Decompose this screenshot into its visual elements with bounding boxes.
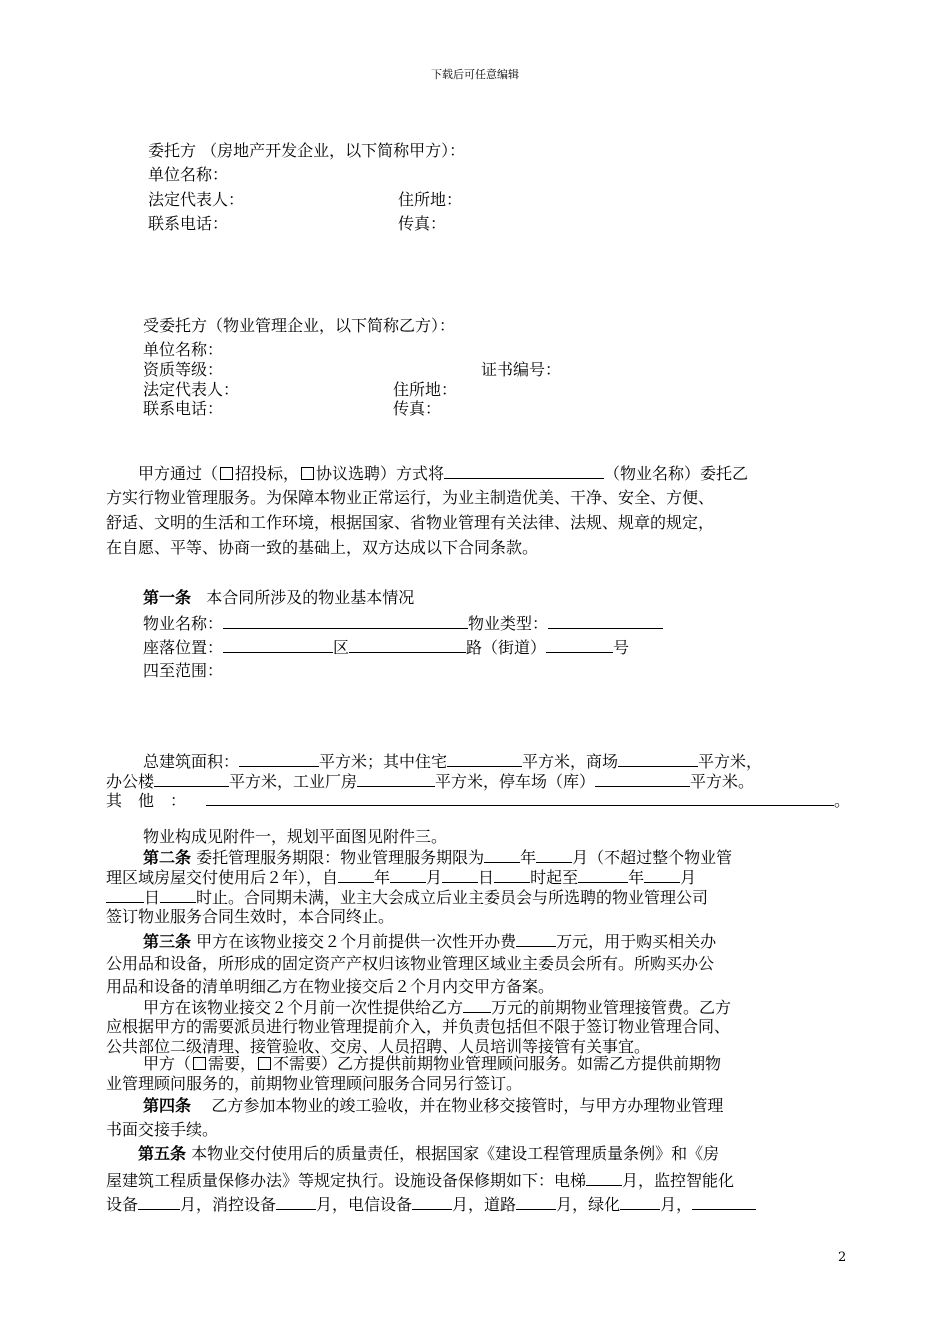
article-1-heading: 第一条 本合同所涉及的物业基本情况 (143, 588, 415, 607)
party-b-fax: 传真： (393, 399, 442, 418)
factory-area-field[interactable] (357, 770, 435, 787)
office-area-field[interactable] (154, 770, 229, 787)
area-line-2: 办公楼 平方米，工业厂房 平方米，停车场（库） 平方米。 (106, 772, 755, 791)
article-4-line-1: 第四条 乙方参加本物业的竣工验收，并在物业移交接管时，与甲方办理物业管理 (143, 1096, 724, 1115)
article-3-para-2-line-2: 应根据甲方的需要派员进行物业管理提前介入，并负责包括但不限于签订物业管理合同、 (106, 1017, 731, 1036)
area-line-3: 其 他 ： 。 (106, 791, 851, 810)
article-5-line-2: 屋建筑工程质量保修办法》等规定执行。设施设备保修期如下：电梯 月，监控智能化 (106, 1171, 735, 1190)
intro-line-3: 舒适、文明的生活和工作环境，根据国家、省物业管理有关法律、法规、规章的规定， (106, 513, 715, 532)
article-3-para-3-line-2: 业管理顾问服务的，前期物业管理顾问服务合同另行签订。 (106, 1074, 523, 1093)
article-3-line-2: 公用品和设备，所形成的固定资产产权归该物业管理区域业主委员会所有。所购买办公 (106, 954, 715, 973)
location-row: 座落位置： 区 路（街道） 号 (143, 638, 630, 657)
checkbox-icon[interactable] (301, 467, 314, 480)
article-3-para-3-line-1: 甲方（ 需要， 不需要）乙方提供前期物业管理顾问服务。如需乙方提供前期物 (143, 1054, 722, 1073)
party-b-heading: 受委托方（物业管理企业，以下简称乙方）： (143, 316, 456, 335)
intro-line-1: 甲方通过（ 招投标， 协议选聘）方式将 （物业名称）委托乙 (138, 464, 749, 483)
party-b-cert-no: 证书编号： (481, 360, 562, 379)
checkbox-icon[interactable] (258, 1057, 271, 1070)
party-a-unit-name: 单位名称： (148, 165, 229, 184)
party-b-unit-name: 单位名称： (143, 340, 224, 359)
article-5-line-1: 第五条 本物业交付使用后的质量责任，根据国家《建设工程管理质量条例》和《房 (138, 1144, 720, 1163)
property-name-field[interactable] (223, 612, 468, 629)
composition-note: 物业构成见附件一，规划平面图见附件三。 (143, 827, 448, 846)
party-b-legal-rep: 法定代表人： (143, 380, 240, 399)
party-b-phone: 联系电话： (143, 399, 224, 418)
party-a-heading: 委托方 （房地产开发企业，以下简称甲方）： (148, 141, 466, 160)
article-4-line-2: 书面交接手续。 (106, 1120, 219, 1139)
article-5-line-3: 设备 月，消控设备 月，电信设备 月，道路 月，绿化 月， (106, 1193, 756, 1216)
page-number: 2 (838, 1250, 847, 1265)
page-header: 下载后可任意编辑 (431, 68, 519, 81)
other-field[interactable] (206, 789, 834, 806)
party-a-phone: 联系电话： (148, 214, 229, 233)
article-2-line-2: 理区域房屋交付使用后２年），自 年 月 日 时起至 年 月 (106, 868, 697, 887)
article-2-line-3: 日 时止。合同期未满，业主大会成立后业主委员会与所选聘的物业管理公司 (106, 886, 708, 909)
party-a-legal-rep: 法定代表人： (148, 190, 245, 209)
article-3-line-3: 用品和设备的清单明细乙方在物业接交后２个月内交甲方备案。 (106, 977, 555, 996)
property-name-blank[interactable] (444, 462, 604, 479)
party-b-qualification: 资质等级： (143, 360, 224, 379)
party-a-address: 住所地： (398, 190, 463, 209)
article-3-para-2-line-1: 甲方在该物业接交２个月前一次性提供给乙方 万元的前期物业管理接管费。乙方 (143, 998, 732, 1017)
property-type-field[interactable] (548, 612, 663, 629)
residential-area-field[interactable] (447, 750, 522, 767)
bounds-label: 四至范围： (143, 661, 224, 680)
article-3-line-1: 第三条 甲方在该物业接交２个月前提供一次性开办费 万元，用于购买相关办 (143, 932, 717, 951)
parking-area-field[interactable] (595, 770, 690, 787)
intro-line-4: 在自愿、平等、协商一致的基础上，双方达成以下合同条款。 (106, 538, 539, 557)
road-field[interactable] (349, 636, 466, 653)
intro-line-2: 方实行物业管理服务。为保障本物业正常运行，为业主制造优美、干净、安全、方便、 (106, 488, 715, 507)
party-a-fax: 传真： (398, 214, 447, 233)
number-field[interactable] (546, 636, 613, 653)
area-line-1: 总建筑面积： 平方米；其中住宅 平方米，商场 平方米， (143, 752, 763, 771)
article-3-para-2-line-3: 公共部位二级清理、接管验收、交房、人员招聘、人员培训等接管有关事宜。 (106, 1037, 651, 1056)
article-2-line-1: 第二条 委托管理服务期限：物业管理服务期限为 年 月（不超过整个物业管 (143, 848, 733, 867)
party-b-address: 住所地： (393, 380, 458, 399)
checkbox-icon[interactable] (193, 1057, 206, 1070)
property-name-row: 物业名称： 物业类型： (143, 612, 663, 635)
total-area-field[interactable] (239, 750, 319, 767)
article-2-line-4: 签订物业服务合同生效时，本合同终止。 (106, 907, 395, 926)
mall-area-field[interactable] (618, 750, 698, 767)
district-field[interactable] (223, 636, 333, 653)
checkbox-icon[interactable] (220, 467, 233, 480)
